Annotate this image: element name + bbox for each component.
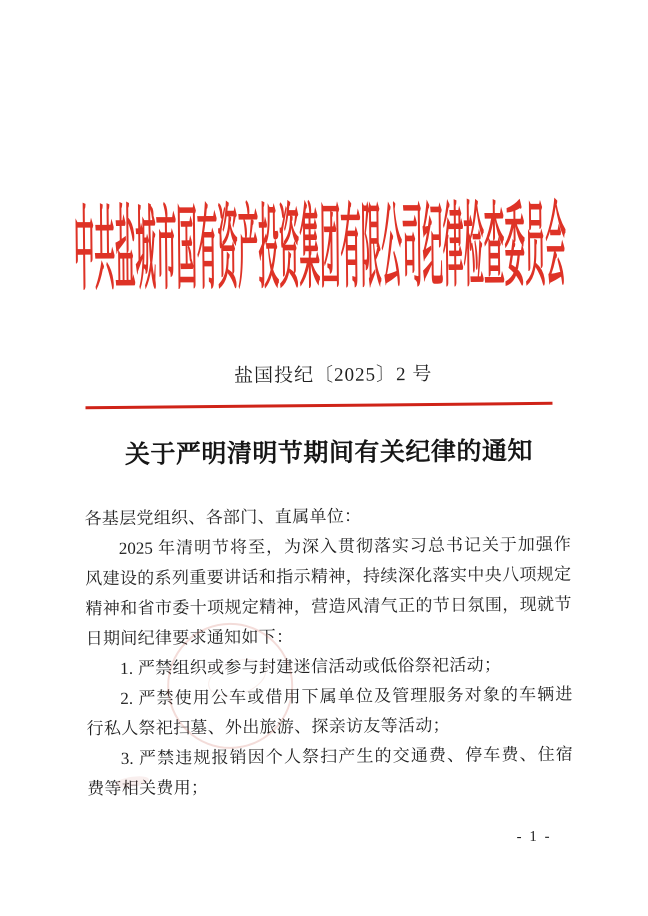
body-line: 日期间纪律要求通知如下：: [85, 627, 294, 649]
document-title: 关于严明清明节期间有关纪律的通知: [124, 437, 534, 469]
body-line-item-2: 2. 严禁使用公车或借用下属单位及管理服务对象的车辆进: [120, 684, 573, 708]
issuer-letterhead: [73, 194, 575, 302]
document-number: 盐国投纪〔2025〕2 号: [233, 363, 433, 387]
body-line: 2025 年清明节将至，为深入贯彻落实习总书记关于加强作: [118, 534, 571, 558]
red-separator-line: [85, 402, 552, 409]
issuer-title: 中共盐城市国有资产投资集团有限公司纪律检查委员会: [73, 194, 567, 302]
body-line: 费等相关费用；: [87, 778, 209, 799]
page-number: - 1 -: [516, 828, 552, 846]
body-line-item-3: 3. 严禁违规报销因个人祭扫产生的交通费、停车费、住宿: [120, 744, 573, 768]
body-line: 风建设的系列重要讲话和指示精神，持续深化落实中央八项规定: [85, 564, 572, 589]
body-line-item-1: 1. 严禁组织或参与封建迷信活动或低俗祭祀活动；: [119, 655, 502, 678]
body-line-salutation: 各基层党组织、各部门、直属单位：: [84, 506, 362, 529]
document-body: [84, 500, 573, 805]
body-line: 精神和省市委十项规定精神，营造风清气正的节日氛围，现就节: [85, 594, 572, 619]
body-line: 行私人祭祀扫墓、外出旅游、探亲访友等活动；: [86, 715, 450, 739]
